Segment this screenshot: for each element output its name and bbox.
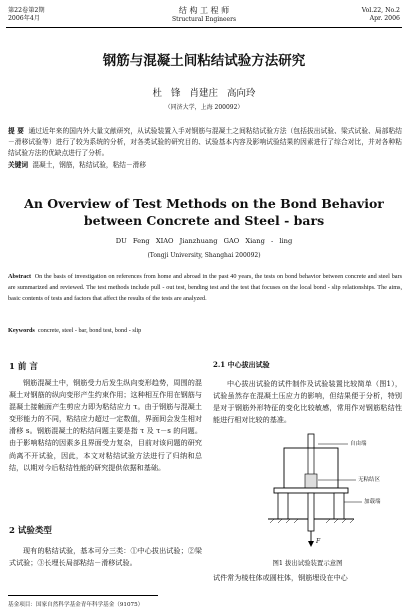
support-right [334, 493, 344, 519]
keywords-cn-label: 关键词 [8, 161, 29, 169]
abstract-en [8, 272, 402, 304]
header-issue [8, 7, 45, 23]
section-2-title: 2 试验类型 [9, 526, 52, 536]
figure-1-caption: 图1 拔出试验装置示意图 [272, 559, 343, 567]
pullout-diagram [222, 432, 398, 552]
authors-cn: 杜 锋 肖建庄 高向玲 [152, 88, 256, 99]
authors-en: DU Feng XIAO Jianzhuang GAO Xiang - ling [115, 237, 293, 245]
paper-title-en [0, 195, 408, 229]
keywords-en-text: concrete, steel - bar, bond test, bond - slip [37, 327, 142, 334]
paper-title-cn: 钢筋与混凝土间粘结试验方法研究 [102, 53, 306, 69]
header-date-cn: 2006年4月 [8, 15, 41, 22]
footnote: 基金项目：国家自然科学基金青年科学基金（91075） [8, 602, 144, 608]
section-1-title: 1 前 言 [9, 362, 38, 372]
header-date-en: Apr. 2006 [369, 15, 400, 22]
header-volume-en: Vol.22, No.2 [361, 7, 400, 14]
keywords-cn-text: 混凝土，钢筋，粘结试验，粘结－滑移 [32, 161, 147, 169]
section-2-1-title: 2.1 中心拔出试验 [213, 360, 270, 369]
bar-bottom [308, 493, 314, 531]
header-rule [6, 27, 402, 28]
section-2-text: 现有的粘结试验，基本可分三类：①中心拔出试验；②梁式试验；③长埋长局部粘结－滑移试验。 [9, 546, 202, 568]
force-arrow-head [308, 541, 314, 547]
abstract-cn-text: 通过近年来的国内外大量文献研究，从试验装置入手对钢筋与混凝土之间粘结试验方法（包括拔出试验、梁式试验、局部粘结－滑移试验等）进行了较为系统的分析，对各类试验的研究目的、试验基本内容及影响试验结果的因素进行了综合对比，并对各种粘结试验方法的优缺点进行了分析。 [8, 127, 402, 158]
paper-title-en-line1: An Overview of Test Methods on the Bond Behavior [24, 196, 384, 211]
figure-1-pullout-setup [222, 432, 398, 552]
keywords-cn [8, 160, 402, 171]
loading-plate [274, 488, 348, 493]
keywords-en-label: Keywords [8, 327, 35, 334]
header-issue-cn: 第22卷第2期 [8, 7, 45, 14]
abstract-en-label: Abstract [8, 273, 32, 280]
label-force: F [316, 538, 321, 545]
paper-title-en-line2: between Concrete and Steel - bars [83, 213, 325, 228]
label-loading-end: 加载端 [364, 499, 381, 505]
unbonded-sleeve [305, 474, 317, 488]
abstract-en-text: On the basis of investigation on references from home and abroad in the past 40 years, the tests on bond behavior between concrete and steel bars are summarized and reviewed. The test methods include pull - out test, bending test and the test that focuses on the local bond - slip relationships. The aims, basic contents of tests and factors that affect the results of the tests are analyzed. [8, 273, 403, 302]
affiliation-en: (Tongji University, Shanghai 200092) [147, 252, 261, 259]
affiliation-cn: （同济大学，上海 200092） [164, 104, 244, 111]
support-left [278, 493, 288, 519]
section-1-text: 钢筋混凝土中，钢筋受力后发生纵向变形趋势，周围的混凝土对钢筋的纵向变形产生约束作用；这种相互作用在钢筋与混凝土接触面产生剪应力即为粘结应力 τ。由于钢筋与混凝土变形能力的不同，粘结应力超过一定数值，界面间会发生相对滑移 s。钢筋混凝土的粘结问题主要是指 τ 及 τ－s 的问题。由于影响粘结的因素多且界面受力复杂，目前对该问题的研究尚离不开试验，因此，本文对粘结试验方法进行了归纳和总结，以期对今后粘结性能的研究提供依据和基础。 [9, 378, 202, 472]
footnote-rule [8, 595, 158, 596]
section-2-1-text: 中心拔出试验的试件制作及试验装置比较简单（图1），试验虽然存在混凝土压应力的影响，但结果便于分析，特别是对于钢筋外形特征的变化比较敏感，常用作对钢筋粘结性能进行相对比较的基准。 [213, 379, 402, 425]
journal-title-en: Structural Engineers [171, 16, 237, 23]
abstract-cn-label: 提 要 [8, 127, 25, 135]
abstract-cn [8, 126, 402, 160]
header-volume [362, 7, 400, 23]
journal-title-cn: 结 构 工 程 师 [178, 6, 230, 15]
section-2-1-continued: 试件常为棱柱体或圆柱体，钢筋埋设在中心 [213, 573, 348, 582]
label-free-end: 自由端 [350, 441, 367, 447]
keywords-en [8, 326, 402, 337]
label-unbonded-zone: 无粘结区 [358, 477, 381, 483]
header-journal [130, 6, 278, 24]
